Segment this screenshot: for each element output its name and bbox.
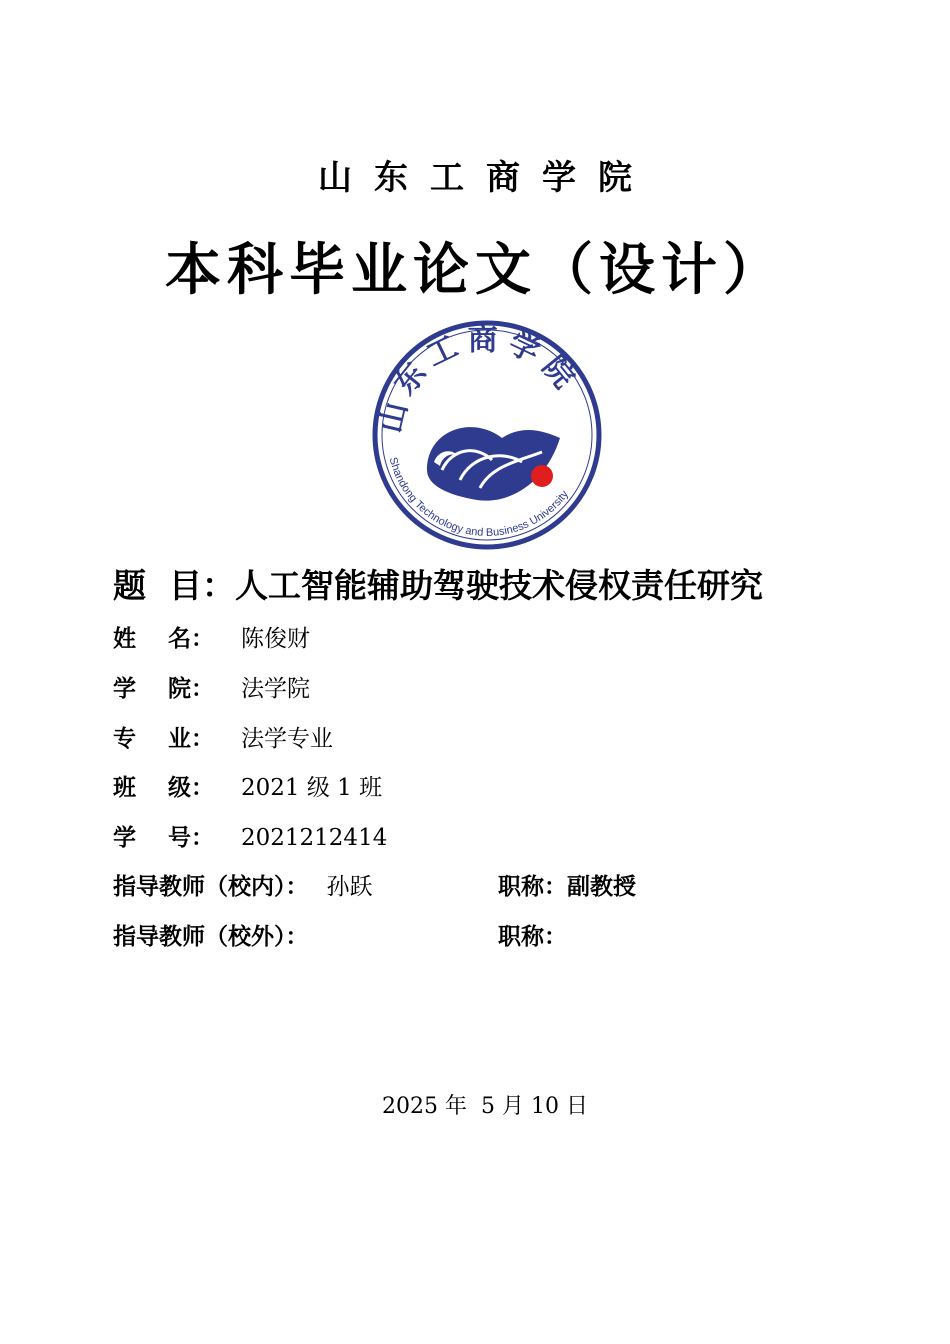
field-value: 法学专业 bbox=[241, 726, 333, 752]
advisor-title-label: 职称： bbox=[498, 874, 567, 900]
field-label: 学 号： bbox=[113, 825, 215, 851]
seal-english-name: Shandong Technology and Business University bbox=[386, 456, 571, 539]
thesis-title: 人工智能辅助驾驶技术侵权责任研究 bbox=[234, 566, 763, 605]
advisor-name: 孙跃 bbox=[326, 874, 373, 900]
field-major-row bbox=[113, 720, 333, 753]
university-seal-logo bbox=[372, 320, 602, 550]
advisor-internal-row bbox=[113, 868, 636, 901]
advisor-title bbox=[498, 918, 567, 951]
submission-date: 2025 年 5 月 10 日 bbox=[382, 1094, 588, 1119]
field-value: 2021 级 1 班 bbox=[241, 775, 383, 801]
advisor-label: 指导教师（校外）： bbox=[113, 924, 309, 950]
thesis-type-title: 本科毕业论文（设计） bbox=[165, 238, 785, 303]
field-school-row bbox=[113, 670, 310, 703]
advisor-title bbox=[498, 868, 636, 901]
advisor-label: 指导教师（校内）： bbox=[113, 874, 309, 900]
advisor-title-label: 职称： bbox=[498, 924, 567, 950]
field-label: 姓 名： bbox=[113, 626, 215, 652]
red-sun-icon bbox=[531, 465, 553, 487]
field-name-row bbox=[113, 620, 310, 653]
advisor-title-value: 副教授 bbox=[567, 874, 636, 900]
field-value: 陈俊财 bbox=[241, 626, 310, 652]
title-label: 题 目： bbox=[113, 566, 235, 605]
field-label: 专 业： bbox=[113, 726, 215, 752]
field-label: 班 级： bbox=[113, 775, 215, 801]
field-class-row bbox=[113, 769, 382, 802]
advisor-external-row bbox=[113, 918, 567, 951]
field-value: 法学院 bbox=[241, 676, 310, 702]
seal-chinese-name: 山东工商学院 bbox=[373, 322, 587, 437]
thesis-title-row bbox=[113, 560, 913, 607]
field-student-id-row bbox=[113, 819, 387, 852]
university-name: 山东工商学院 bbox=[318, 158, 654, 198]
field-value: 2021212414 bbox=[241, 825, 388, 851]
field-label: 学 院： bbox=[113, 676, 215, 702]
wave-emblem-icon bbox=[427, 427, 560, 500]
